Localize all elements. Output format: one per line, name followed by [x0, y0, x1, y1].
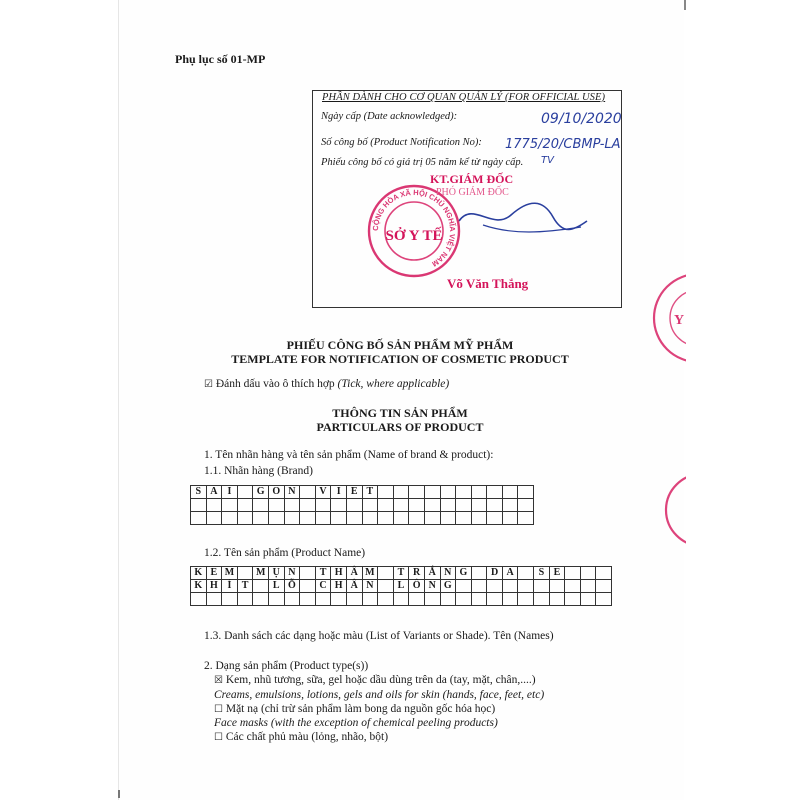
appendix-label: Phụ lục số 01-MP — [175, 52, 266, 66]
product-grid-cell: N — [284, 567, 300, 580]
signer-name: Võ Văn Thắng — [447, 276, 529, 291]
product-grid-cell — [534, 580, 550, 593]
brand-grid-cell — [487, 512, 503, 525]
product-grid-cell — [471, 567, 487, 580]
initials: TV — [541, 155, 554, 166]
question-1: 1. Tên nhãn hàng và tên sản phẩm (Name of brand & product): — [204, 449, 494, 461]
empty-box-icon: ☐ — [214, 704, 223, 715]
product-grid-cell — [596, 580, 612, 593]
brand-grid-cell — [409, 499, 425, 512]
type-option-creams-en: Creams, emulsions, lotions, gels and oils for skin (hands, face, feet, etc) — [214, 689, 545, 701]
product-grid-cell — [534, 593, 550, 606]
product-grid-cell — [300, 593, 316, 606]
product-grid-cell — [378, 580, 394, 593]
margin-seal — [652, 268, 686, 368]
brand-grid-cell — [487, 499, 503, 512]
product-grid-cell: N — [440, 567, 456, 580]
product-grid-cell — [549, 593, 565, 606]
brand-grid-cell — [440, 499, 456, 512]
brand-grid-cell — [222, 512, 238, 525]
product-grid-cell — [237, 567, 253, 580]
brand-grid-row — [191, 486, 534, 499]
product-grid-cell: N — [362, 580, 378, 593]
product-grid-cell: C — [315, 580, 331, 593]
product-grid-cell — [362, 593, 378, 606]
signature — [453, 191, 593, 241]
product-grid-cell — [315, 593, 331, 606]
product-grid-cell — [565, 580, 581, 593]
product-grid-cell: G — [440, 580, 456, 593]
product-grid-cell — [222, 593, 238, 606]
seal-center-text: SỞ Y TẾ — [385, 228, 443, 244]
edge-mark — [684, 0, 686, 10]
product-grid-cell: H — [331, 580, 347, 593]
brand-grid-cell — [300, 499, 316, 512]
product-grid-cell: R — [409, 567, 425, 580]
product-grid-cell: T — [315, 567, 331, 580]
product-grid-cell: H — [206, 580, 222, 593]
product-grid-cell — [268, 593, 284, 606]
question-1-3: 1.3. Danh sách các dạng hoặc màu (List of Variants or Shade). Tên (Names) — [204, 630, 554, 642]
deputy-title: PHÓ GIÁM ĐỐC — [436, 187, 509, 198]
svg-text:Y: Y — [674, 313, 685, 328]
brand-grid-cell — [440, 486, 456, 499]
product-grid-cell — [580, 580, 596, 593]
brand-grid-cell: N — [284, 486, 300, 499]
product-grid-cell — [346, 593, 362, 606]
product-grid-cell — [456, 580, 472, 593]
question-1-1: 1.1. Nhãn hàng (Brand) — [204, 465, 313, 477]
type-option-masks-en: Face masks (with the exception of chemical peeling products) — [214, 717, 498, 729]
product-grid-cell — [502, 580, 518, 593]
brand-grid-cell — [471, 512, 487, 525]
product-grid-cell: Ô — [409, 580, 425, 593]
type-option-masks: ☐ Mặt nạ (chỉ trừ sản phẩm làm bong da nguồn gốc hóa học) — [214, 703, 496, 715]
product-grid-cell: L — [393, 580, 409, 593]
brand-grid-cell — [409, 486, 425, 499]
product-name-grid — [190, 566, 612, 606]
product-grid-row — [191, 593, 612, 606]
product-grid-cell — [191, 593, 207, 606]
product-grid-cell: E — [549, 567, 565, 580]
brand-grid-cell: I — [331, 486, 347, 499]
product-grid-cell: M — [253, 567, 269, 580]
product-grid-cell — [409, 593, 425, 606]
brand-grid-cell — [471, 486, 487, 499]
brand-grid-cell — [393, 486, 409, 499]
official-box-title: PHẦN DÀNH CHO CƠ QUAN QUẢN LÝ (FOR OFFICIAL USE) — [322, 92, 606, 103]
brand-grid-row — [191, 499, 534, 512]
product-grid-cell — [237, 593, 253, 606]
brand-grid-cell — [191, 499, 207, 512]
product-grid-cell — [424, 593, 440, 606]
notification-number-label: Số công bố (Product Notification No): — [321, 137, 482, 148]
product-grid-cell: K — [191, 567, 207, 580]
brand-grid-cell — [206, 512, 222, 525]
product-grid-cell: K — [191, 580, 207, 593]
brand-grid-cell — [471, 499, 487, 512]
brand-grid-cell — [393, 512, 409, 525]
brand-grid-cell — [253, 512, 269, 525]
product-grid-row — [191, 567, 612, 580]
brand-grid-cell — [315, 499, 331, 512]
margin-seal — [662, 470, 686, 550]
product-grid-cell: T — [393, 567, 409, 580]
seal-ring-text: CỘNG HÒA XÃ HỘI CHỦ NGHĨA VIỆT NAM — [370, 187, 458, 269]
product-grid-cell — [471, 593, 487, 606]
form-title-vi: PHIẾU CÔNG BỐ SẢN PHẨM MỸ PHẨM — [286, 338, 514, 352]
product-grid-cell: Ỗ — [284, 580, 300, 593]
section-title-en: PARTICULARS OF PRODUCT — [316, 420, 484, 434]
product-grid-cell: N — [424, 580, 440, 593]
brand-grid-cell — [346, 512, 362, 525]
product-grid-cell — [565, 567, 581, 580]
brand-grid-cell — [518, 499, 534, 512]
brand-grid-cell — [487, 486, 503, 499]
product-grid-cell — [502, 593, 518, 606]
brand-grid-cell: V — [315, 486, 331, 499]
brand-grid-cell — [362, 512, 378, 525]
brand-grid-cell — [378, 486, 394, 499]
brand-grid-cell: I — [222, 486, 238, 499]
product-grid-cell — [253, 593, 269, 606]
product-grid-cell — [284, 593, 300, 606]
brand-grid-cell — [378, 512, 394, 525]
date-acknowledged-label: Ngày cấp (Date acknowledged): — [321, 111, 458, 122]
validity-note: Phiếu công bố có giá trị 05 năm kể từ ngày cấp. — [321, 157, 524, 168]
director-title: KT.GIÁM ĐỐC — [430, 172, 514, 186]
product-grid-cell — [471, 580, 487, 593]
brand-grid-cell — [346, 499, 362, 512]
product-grid-cell — [518, 567, 534, 580]
product-grid-cell: D — [487, 567, 503, 580]
product-grid-cell: L — [268, 580, 284, 593]
product-grid-cell — [565, 593, 581, 606]
type-option-tints: ☐ Các chất phủ màu (lỏng, nhão, bột) — [214, 731, 389, 743]
product-grid-cell: S — [534, 567, 550, 580]
checked-box-icon: ☒ — [214, 675, 223, 686]
product-grid-cell — [378, 567, 394, 580]
brand-grid-cell — [300, 512, 316, 525]
brand-grid-cell — [456, 486, 472, 499]
brand-grid-cell — [284, 499, 300, 512]
checked-box-icon: ☑ — [204, 379, 213, 390]
product-grid-cell: Â — [346, 580, 362, 593]
brand-grid-cell — [518, 486, 534, 499]
brand-grid-cell: T — [362, 486, 378, 499]
product-grid-cell: E — [206, 567, 222, 580]
product-grid-cell: A — [502, 567, 518, 580]
brand-grid — [190, 485, 534, 525]
brand-grid-cell — [362, 499, 378, 512]
product-grid-cell: Ụ — [268, 567, 284, 580]
notification-number-value: 1775/20/CBMP-LA — [505, 137, 621, 152]
date-acknowledged-value: 09/10/2020 — [541, 111, 622, 127]
brand-grid-cell — [331, 512, 347, 525]
brand-grid-cell — [424, 512, 440, 525]
product-grid-cell — [596, 593, 612, 606]
product-grid-cell — [580, 593, 596, 606]
product-grid-cell: G — [456, 567, 472, 580]
brand-grid-cell — [284, 512, 300, 525]
brand-grid-cell — [300, 486, 316, 499]
brand-grid-cell: G — [253, 486, 269, 499]
product-grid-cell — [518, 593, 534, 606]
product-grid-cell — [580, 567, 596, 580]
brand-grid-cell — [268, 512, 284, 525]
question-2: 2. Dạng sản phẩm (Product type(s)) — [204, 660, 369, 672]
empty-box-icon: ☐ — [214, 732, 223, 743]
product-grid-cell — [300, 567, 316, 580]
product-grid-cell — [378, 593, 394, 606]
product-grid-cell — [253, 580, 269, 593]
product-grid-cell — [518, 580, 534, 593]
product-grid-cell: Â — [346, 567, 362, 580]
brand-grid-cell: S — [191, 486, 207, 499]
product-grid-cell — [487, 580, 503, 593]
product-grid-cell — [206, 593, 222, 606]
product-grid-cell: T — [237, 580, 253, 593]
product-grid-cell — [393, 593, 409, 606]
product-grid-cell — [596, 567, 612, 580]
brand-grid-cell — [237, 486, 253, 499]
product-grid-cell: M — [222, 567, 238, 580]
product-grid-cell — [487, 593, 503, 606]
brand-grid-cell — [393, 499, 409, 512]
brand-grid-cell — [253, 499, 269, 512]
brand-grid-cell: E — [346, 486, 362, 499]
brand-grid-cell — [424, 486, 440, 499]
brand-grid-cell — [237, 512, 253, 525]
product-grid-cell — [440, 593, 456, 606]
brand-grid-cell — [456, 512, 472, 525]
brand-grid-cell — [206, 499, 222, 512]
brand-grid-cell: O — [268, 486, 284, 499]
brand-grid-cell — [237, 499, 253, 512]
brand-grid-cell — [409, 512, 425, 525]
brand-grid-cell — [502, 499, 518, 512]
product-grid-cell: Í — [222, 580, 238, 593]
tick-instruction: ☑ Đánh dấu vào ô thích hợp (Tick, where applicable) — [204, 378, 450, 390]
product-grid-cell — [456, 593, 472, 606]
brand-grid-cell — [191, 512, 207, 525]
brand-grid-cell — [378, 499, 394, 512]
brand-grid-row — [191, 512, 534, 525]
brand-grid-cell — [315, 512, 331, 525]
product-grid-cell: H — [331, 567, 347, 580]
section-title-vi: THÔNG TIN SẢN PHẨM — [332, 406, 468, 420]
product-grid-cell: M — [362, 567, 378, 580]
brand-grid-cell — [440, 512, 456, 525]
type-option-creams: ☒ Kem, nhũ tương, sữa, gel hoặc dầu dùng trên da (tay, mặt, chân,....) — [214, 674, 536, 686]
product-grid-cell — [549, 580, 565, 593]
brand-grid-cell — [268, 499, 284, 512]
edge-mark — [118, 790, 120, 798]
brand-grid-cell — [424, 499, 440, 512]
brand-grid-cell — [502, 512, 518, 525]
brand-grid-cell — [518, 512, 534, 525]
brand-grid-cell — [502, 486, 518, 499]
brand-grid-cell — [331, 499, 347, 512]
product-grid-row — [191, 580, 612, 593]
product-grid-cell: Ắ — [424, 567, 440, 580]
question-1-2: 1.2. Tên sản phẩm (Product Name) — [204, 547, 366, 559]
product-grid-cell — [300, 580, 316, 593]
brand-grid-cell — [456, 499, 472, 512]
brand-grid-cell: A — [206, 486, 222, 499]
form-title-en: TEMPLATE FOR NOTIFICATION OF COSMETIC PRODUCT — [231, 352, 569, 366]
brand-grid-cell — [222, 499, 238, 512]
product-grid-cell — [331, 593, 347, 606]
